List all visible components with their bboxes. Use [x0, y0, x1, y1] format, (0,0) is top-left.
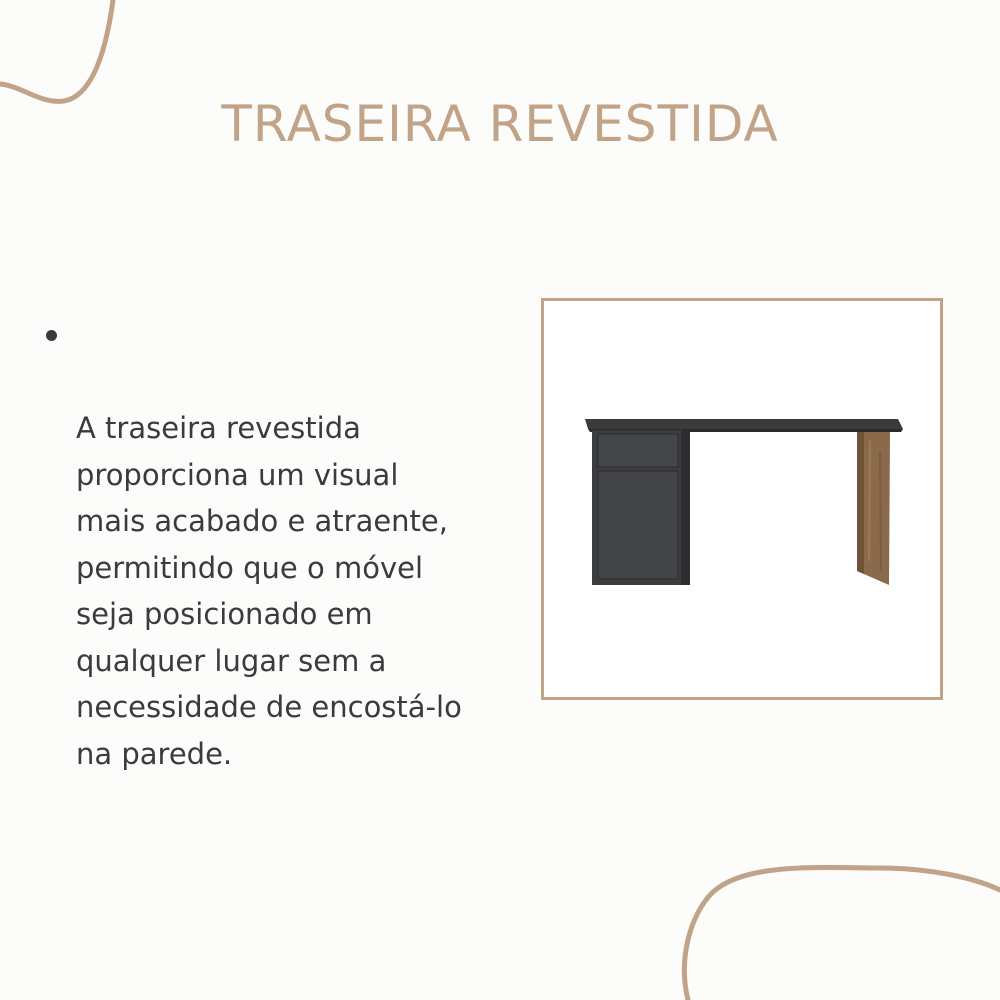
desk-top	[585, 419, 903, 429]
wood-grain-2	[880, 451, 881, 571]
bullet-list	[44, 312, 514, 777]
desk-wood-leg-edge	[857, 432, 864, 574]
cabinet-door	[598, 471, 678, 579]
page-title: TRASEIRA REVESTIDA	[221, 95, 779, 153]
bottom-right-swirl	[684, 868, 1000, 1000]
bullet-text: A traseira revestida proporciona um visual mais acabado e atraente, permitindo que o móvel seja posicionado em qualquer lugar sem a necessidade de encostá-lo na parede.	[76, 411, 462, 771]
product-image-frame	[541, 298, 943, 700]
cabinet-side	[681, 430, 690, 585]
wood-grain-1	[869, 441, 870, 561]
desk-image	[544, 301, 940, 697]
cabinet-drawer	[598, 434, 678, 467]
bullet-item	[44, 312, 514, 777]
top-left-swirl	[0, 0, 113, 101]
bullet-dot	[46, 330, 57, 341]
